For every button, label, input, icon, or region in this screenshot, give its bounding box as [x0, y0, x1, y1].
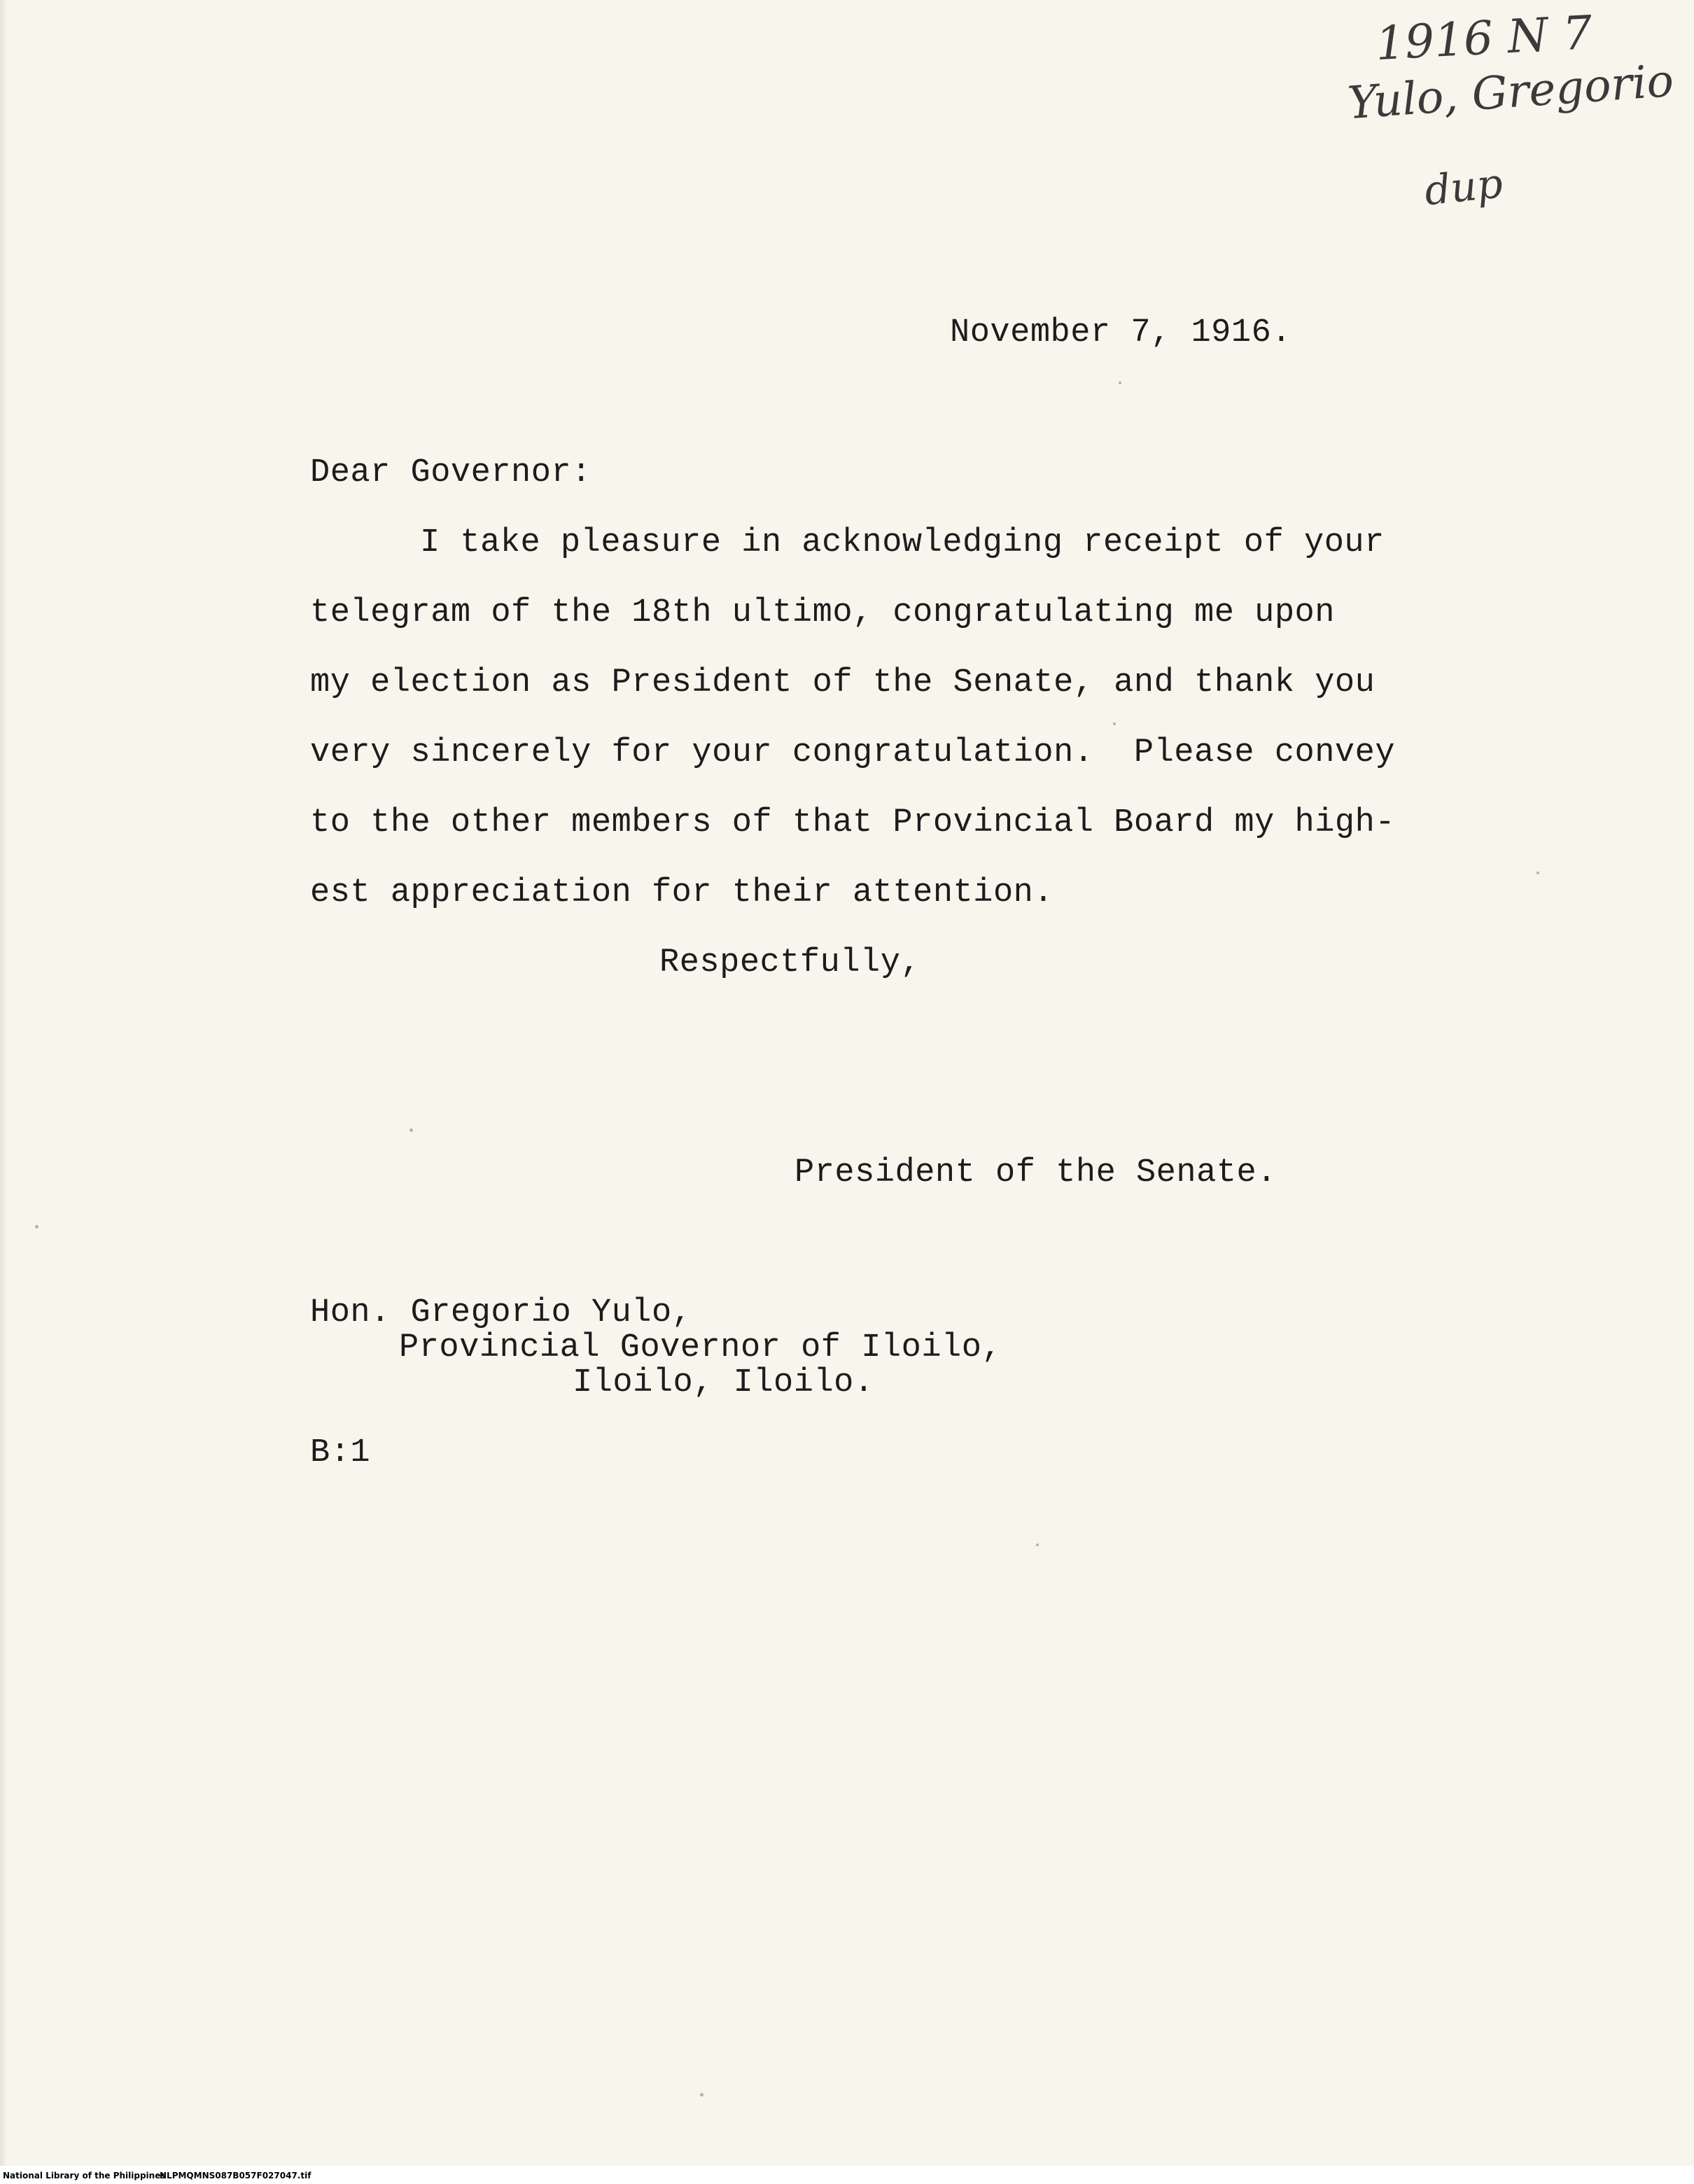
addressee-name: Hon. Gregorio Yulo, [310, 1294, 692, 1331]
closing: Respectfully, [659, 944, 921, 981]
addressee-location: Iloilo, Iloilo. [573, 1364, 874, 1401]
body-line: est appreciation for their attention. [310, 874, 1054, 911]
addressee-title: Provincial Governor of Iloilo, [399, 1329, 1002, 1366]
paper-speck [1036, 1544, 1039, 1546]
annotation-dup: dup [1422, 159, 1505, 215]
paper-speck [1536, 872, 1539, 874]
scan-edge-shadow [0, 0, 7, 2166]
signature-title: President of the Senate. [794, 1154, 1277, 1191]
body-line: to the other members of that Provincial Board my high- [310, 804, 1396, 841]
paper-speck [35, 1225, 38, 1228]
paper-speck [1113, 722, 1116, 725]
body-line: very sincerely for your congratulation. Please convey [310, 734, 1396, 771]
footer-library: National Library of the Philippines [3, 2171, 166, 2180]
reference-initials: B:1 [310, 1434, 371, 1471]
body-line: I take pleasure in acknowledging receipt of your [420, 524, 1385, 561]
body-line: telegram of the 18th ultimo, congratulating me upon [310, 594, 1335, 631]
annotation-date: 1916 N 7 [1374, 5, 1594, 71]
annotation-name: Yulo, Gregorio [1345, 55, 1676, 130]
paper-speck [1119, 382, 1121, 384]
body-line: my election as President of the Senate, and thank you [310, 664, 1376, 701]
footer-file-id: NLPMQMNS087B057F027047.tif [160, 2171, 312, 2180]
letter-date: November 7, 1916. [950, 314, 1292, 351]
paper-speck [410, 1128, 413, 1132]
paper-speck [700, 2093, 704, 2096]
salutation: Dear Governor: [310, 454, 592, 491]
scan-footer [0, 2166, 1694, 2184]
